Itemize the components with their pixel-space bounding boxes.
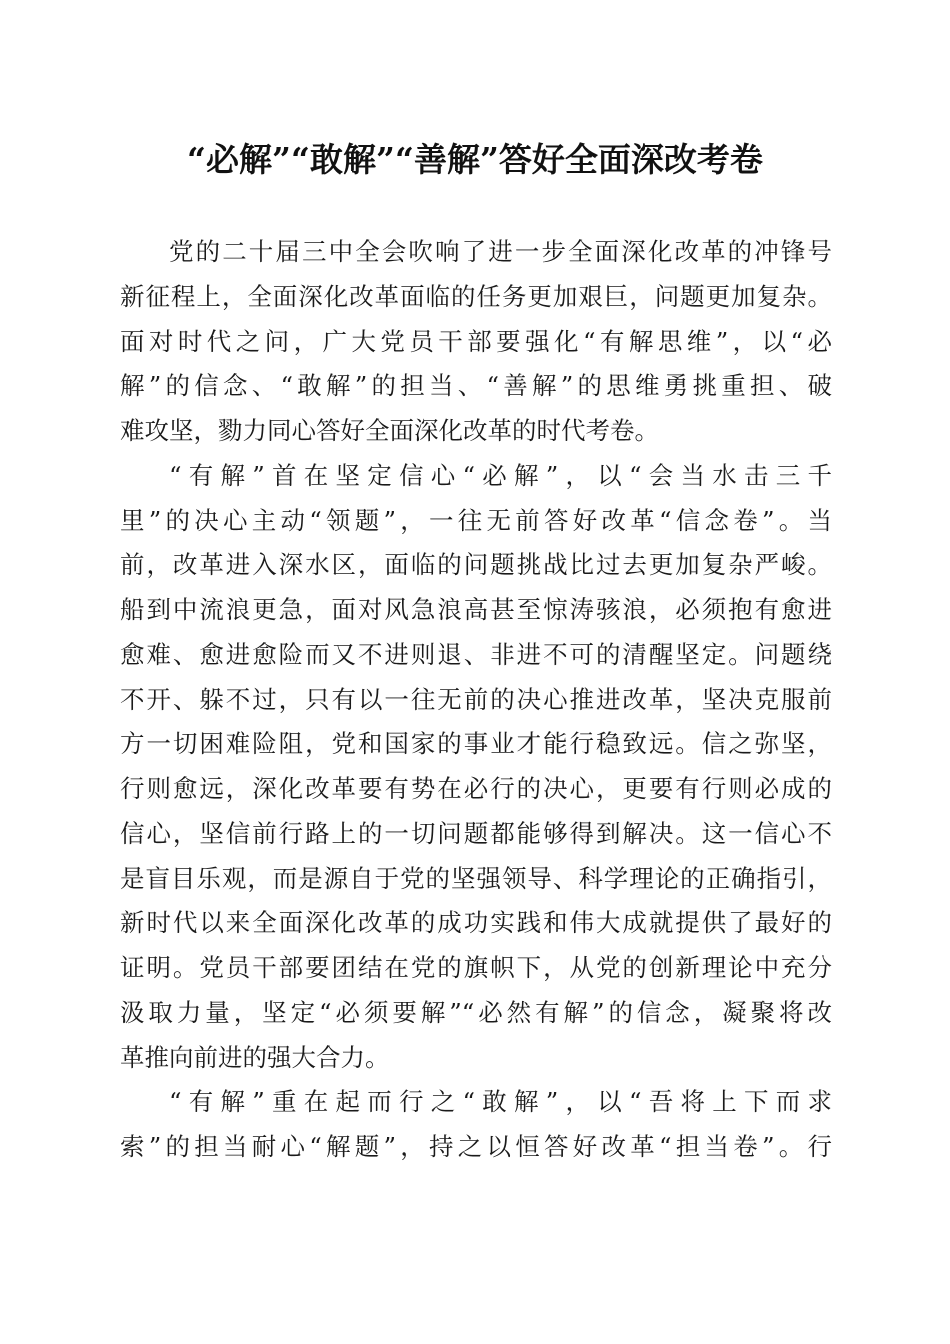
body-line: 行则愈远，深化改革要有势在必行的决心，更要有行则必成的 xyxy=(120,774,832,803)
body-line: 革推向前进的强大合力。 xyxy=(120,1042,390,1072)
body-line: 解”的信念、“敢解”的担当、“善解”的思维勇挑重担、破 xyxy=(120,371,832,401)
body-line: 新时代以来全面深化改革的成功实践和伟大成就提供了最好的 xyxy=(120,908,832,938)
body-line: 信心，坚信前行路上的一切问题都能够得到解决。这一信心不 xyxy=(120,818,832,848)
body-line: 新征程上，全面深化改革面临的任务更加艰巨，问题更加复杂。 xyxy=(120,281,832,311)
body-line: 方一切困难险阻，党和国家的事业才能行稳致远。信之弥坚， xyxy=(120,729,832,759)
body-line: 面对时代之问，广大党员干部要强化“有解思维”，以“必 xyxy=(120,326,832,356)
body-line: 难攻坚，勠力同心答好全面深化改革的时代考卷。 xyxy=(120,416,659,445)
document-body xyxy=(120,230,832,1170)
body-line: “有解”重在起而行之“敢解”，以“吾将上下而求 xyxy=(169,1087,832,1117)
body-line: 汲取力量，坚定“必须要解”“必然有解”的信念，凝聚将改 xyxy=(120,997,832,1027)
body-line: 愈难、愈进愈险而又不进则退、非进不可的清醒坚定。问题绕 xyxy=(120,639,832,669)
body-line: 党的二十届三中全会吹响了进一步全面深化改革的冲锋号 xyxy=(169,237,832,266)
body-line: 证明。党员干部要团结在党的旗帜下，从党的创新理论中充分 xyxy=(120,953,832,982)
document-title: “必解”“敢解”“善解”答好全面深改考卷 xyxy=(187,140,763,179)
body-line: 里”的决心主动“领题”，一往无前答好改革“信念卷”。当 xyxy=(120,505,832,535)
body-line: 前，改革进入深水区，面临的问题挑战比过去更加复杂严峻。 xyxy=(120,550,832,580)
body-line: 索”的担当耐心“解题”，持之以恒答好改革“担当卷”。行 xyxy=(120,1132,832,1161)
body-line: 船到中流浪更急，面对风急浪高甚至惊涛骇浪，必须抱有愈进 xyxy=(120,595,832,624)
body-line: 不开、躲不过，只有以一往无前的决心推进改革，坚决克服前 xyxy=(120,684,832,714)
body-line: “有解”首在坚定信心“必解”，以“会当水击三千 xyxy=(169,460,832,490)
body-line: 是盲目乐观，而是源自于党的坚强领导、科学理论的正确指引， xyxy=(120,863,832,893)
